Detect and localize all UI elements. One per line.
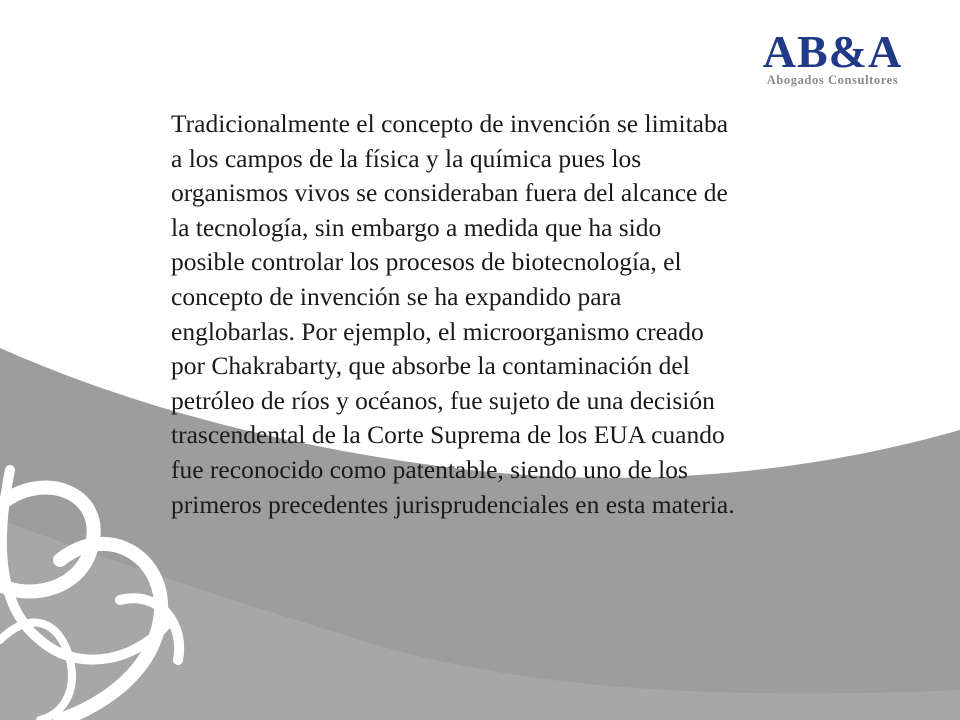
paragraph-line: la tecnología, sin embargo a medida que ha sido bbox=[171, 212, 662, 242]
paragraph-line: fue reconocido como patentable, siendo uno de los bbox=[171, 454, 688, 484]
paragraph-line: organismos vivos se consideraban fuera del alcance de bbox=[171, 178, 728, 208]
paragraph-line: primeros precedentes jurisprudenciales en esta materia. bbox=[171, 489, 735, 519]
logo-mark: AB&A bbox=[762, 26, 903, 77]
paragraph-line: posible controlar los procesos de biotecnología, el bbox=[171, 247, 682, 277]
paragraph-line: a los campos de la física y la química pues los bbox=[171, 143, 642, 173]
paragraph-line: Tradicionalmente el concepto de invención se limitaba bbox=[171, 109, 729, 138]
paragraph-line: englobarlas. Por ejemplo, el microorganismo creado bbox=[171, 316, 704, 346]
body-paragraph bbox=[164, 107, 897, 522]
paragraph-line: petróleo de ríos y océanos, fue sujeto de una decisión bbox=[171, 385, 715, 415]
paragraph-line: por Chakrabarty, que absorbe la contaminación del bbox=[171, 351, 690, 381]
company-logo bbox=[740, 28, 925, 88]
logo-subtitle: Abogados Consultores bbox=[766, 73, 899, 87]
paragraph-line: concepto de invención se ha expandido para bbox=[171, 281, 622, 311]
paragraph-line: trascendental de la Corte Suprema de los EUA cuando bbox=[171, 420, 725, 450]
